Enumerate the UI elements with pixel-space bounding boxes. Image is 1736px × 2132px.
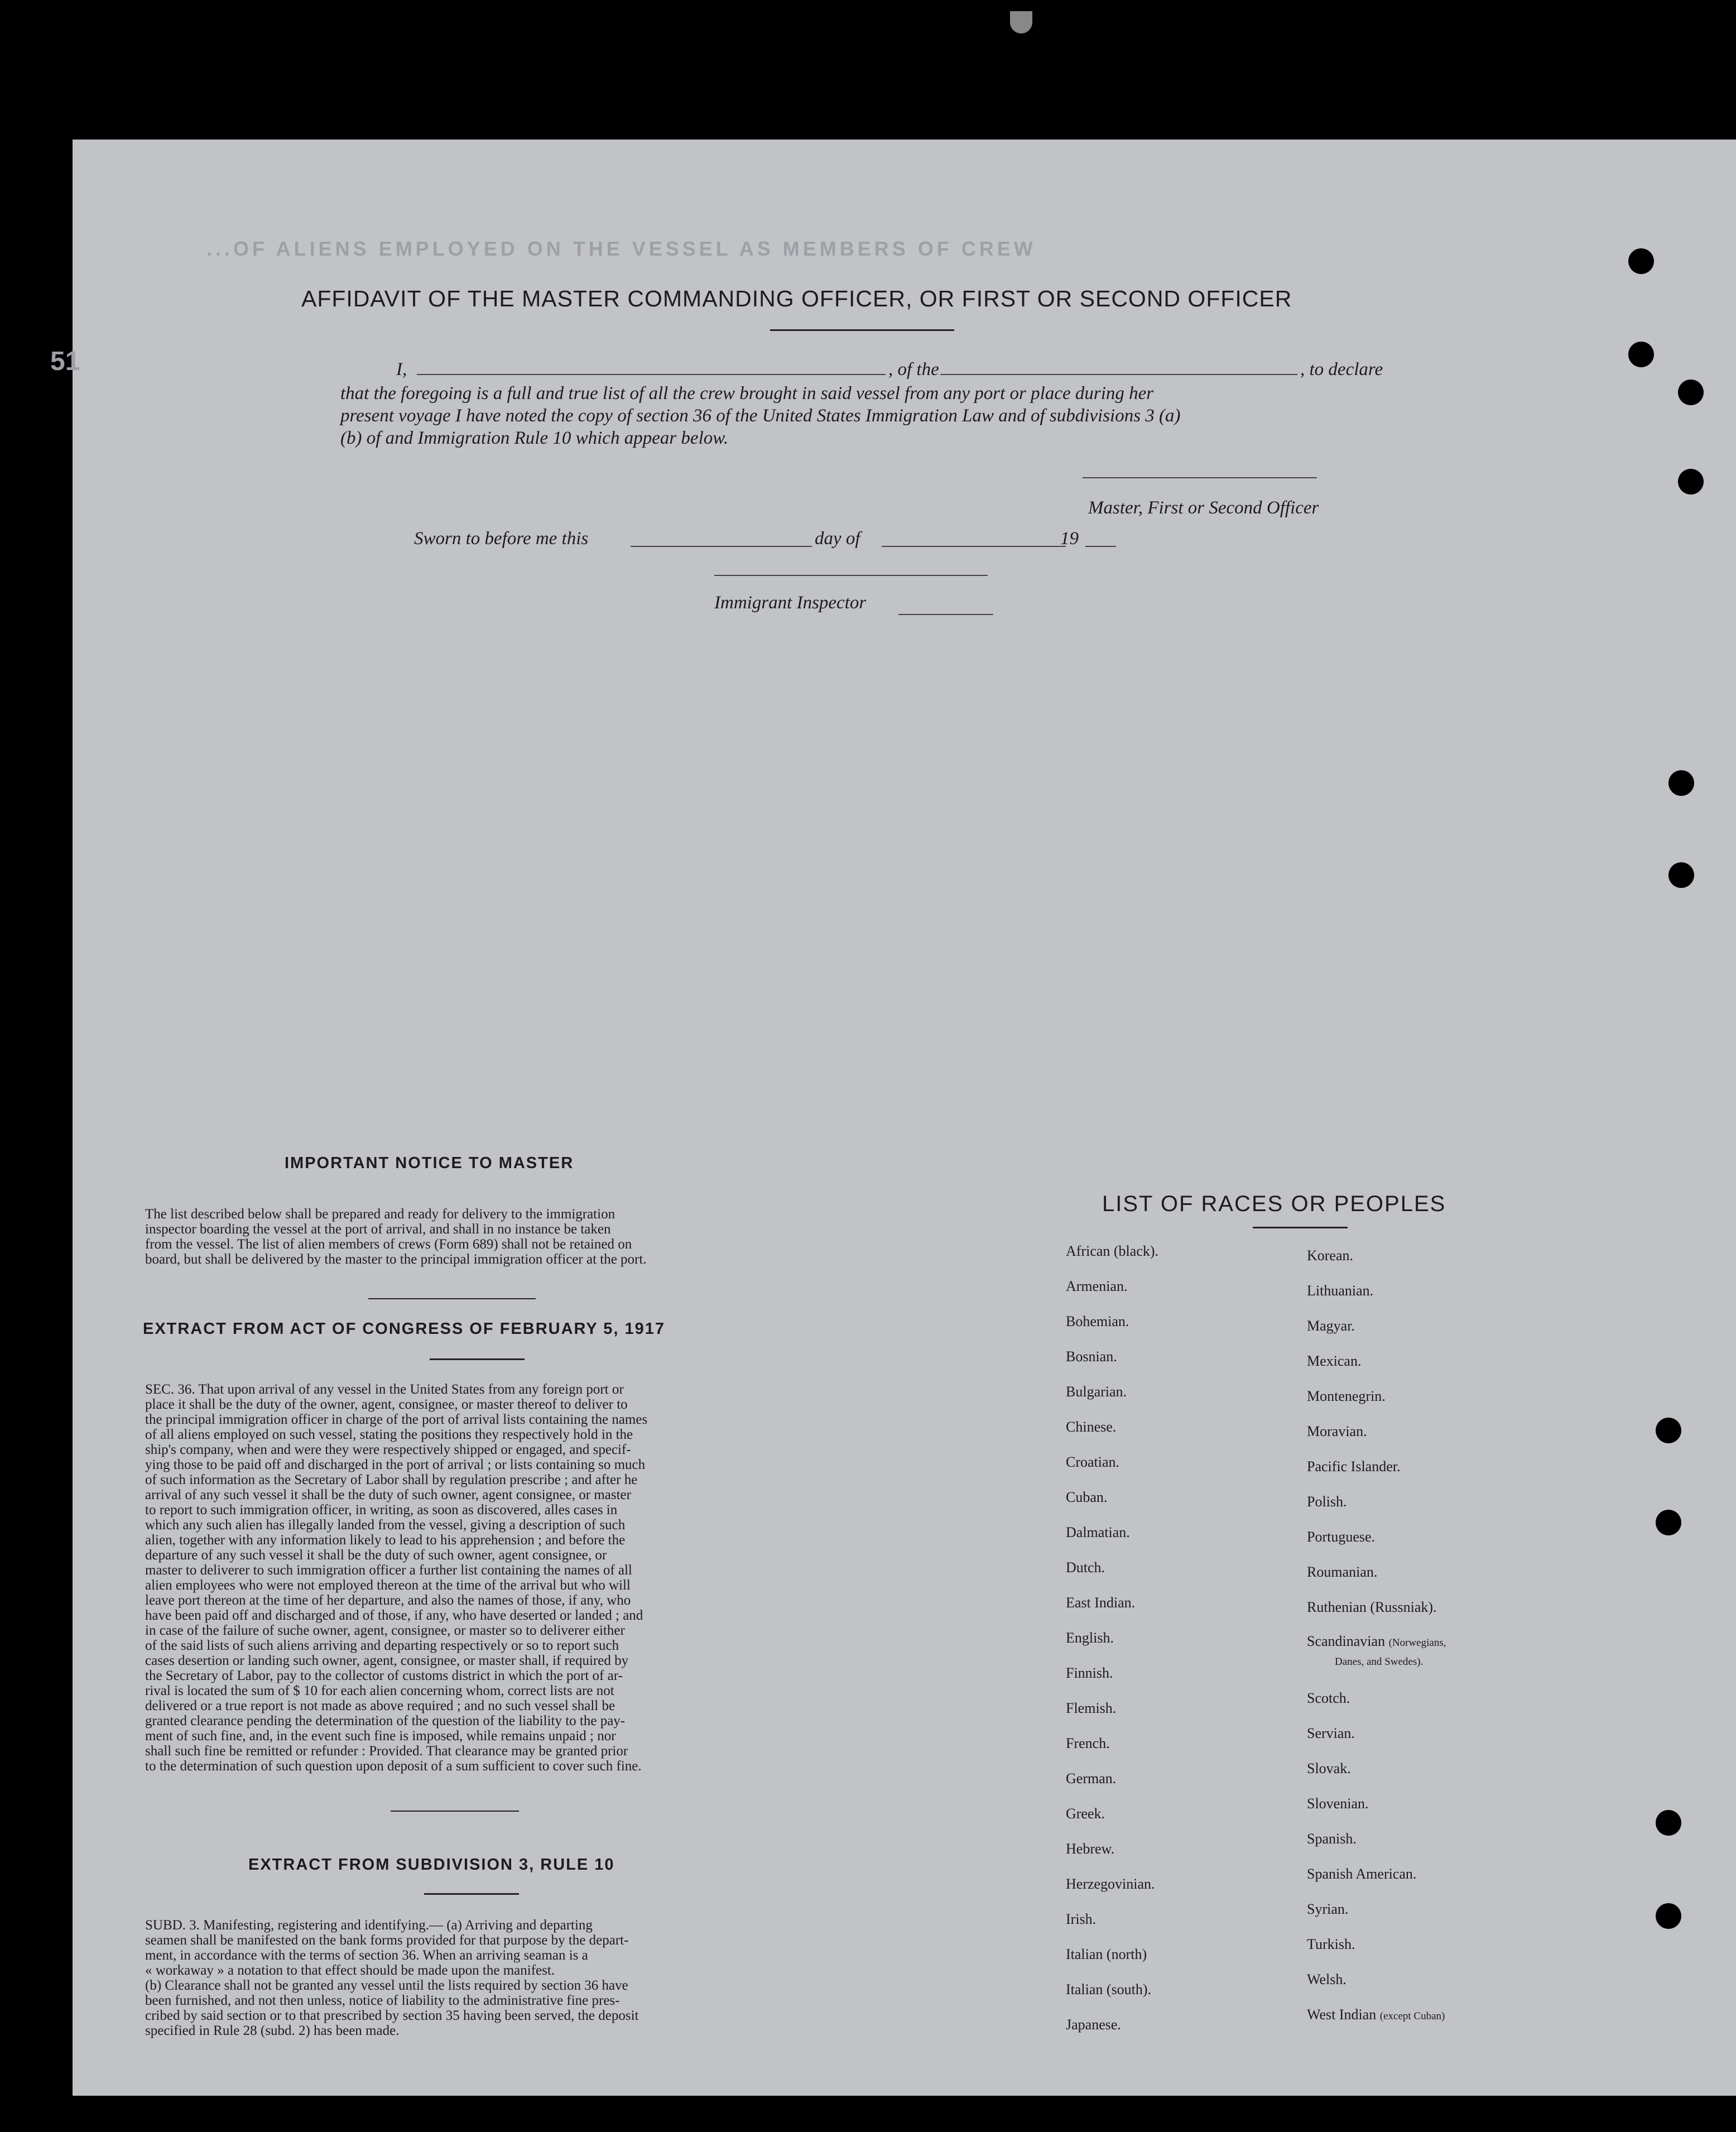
act-line: master to deliverer to such immigration officer a further list containing the names of all: [145, 1563, 632, 1578]
rule-line: specified in Rule 28 (subd. 2) has been made.: [145, 2023, 400, 2038]
races-rule: [1253, 1227, 1348, 1228]
rule-line: been furnished, and not then unless, notice of liability to the administrative fine pres-: [145, 1993, 620, 2008]
race-item: Armenian.: [1066, 1278, 1128, 1294]
race-item: Greek.: [1066, 1806, 1105, 1822]
act-line: the Secretary of Labor, pay to the collector of customs district in which the port of ar-: [145, 1668, 623, 1683]
notice-line: inspector boarding the vessel at the port of arrival, and shall in no instance be taken: [145, 1222, 611, 1237]
rule-line: ment, in accordance with the terms of section 36. When an arriving seaman is a: [145, 1948, 588, 1963]
race-item-scandinavian: [1307, 1633, 1446, 1650]
race-item: French.: [1066, 1735, 1110, 1751]
race-item: Italian (north): [1066, 1946, 1147, 1962]
punch-hole: [1656, 1510, 1681, 1535]
inspector-signature-blank: [898, 614, 993, 615]
race-item: Polish.: [1307, 1494, 1347, 1510]
inspector-caption: Immigrant Inspector: [714, 593, 867, 613]
act-line: ying those to be paid off and discharged in the port of arrival ; or lists containing so much: [145, 1457, 646, 1472]
race-item: Dalmatian.: [1066, 1524, 1130, 1540]
scanner-notch: [1010, 11, 1032, 33]
race-item-west-indian: [1307, 2006, 1445, 2023]
race-item: Flemish.: [1066, 1700, 1117, 1716]
bleed-through-header: ...OF ALIENS EMPLOYED ON THE VESSEL AS MEMBERS OF CREW: [206, 237, 1036, 260]
rule-line: (b) Clearance shall not be granted any vessel until the lists required by section 36 have: [145, 1978, 628, 1993]
race-item: Chinese.: [1066, 1419, 1117, 1435]
race-note: Danes, and Swedes).: [1335, 1656, 1424, 1668]
punch-hole: [1668, 770, 1694, 796]
act-line: alien employees who were not employed thereon at the time of the arrival but who will: [145, 1578, 631, 1593]
race-item: Spanish American.: [1307, 1866, 1417, 1882]
act-line: which any such alien has illegally landed from the vessel, giving a description of such: [145, 1518, 626, 1533]
act-line: shall such fine be remitted or refunder : Provided. That clearance may be granted prior: [145, 1744, 628, 1759]
important-notice-text: [145, 1207, 766, 1267]
sworn-to: Sworn to before me this: [414, 529, 589, 549]
race-item: Croatian.: [1066, 1454, 1120, 1470]
race-item: Hebrew.: [1066, 1841, 1115, 1857]
race-item: Herzegovinian.: [1066, 1876, 1155, 1892]
notice-rule: [368, 1298, 536, 1299]
act-line: arrival of any such vessel it shall be the duty of such owner, agent consignee, or master: [145, 1487, 631, 1502]
signature-blank: [1083, 477, 1317, 478]
act-line: place it shall be the duty of the owner, agent, consignee, or master thereof to deliver to: [145, 1397, 628, 1412]
affidavit-to-declare: , to declare: [1300, 359, 1383, 380]
act-line: have been paid off and discharged and of those, if any, who have deserted or landed ; and: [145, 1608, 643, 1623]
race-item: Mexican.: [1307, 1353, 1362, 1369]
race-item: Welsh.: [1307, 1971, 1347, 1987]
race-item: English.: [1066, 1630, 1114, 1646]
race-item: East Indian.: [1066, 1595, 1136, 1611]
race-item: German.: [1066, 1770, 1117, 1787]
race-item: Lithuanian.: [1307, 1283, 1374, 1299]
race-item: Pacific Islander.: [1307, 1458, 1401, 1475]
race-item: Magyar.: [1307, 1318, 1355, 1334]
month-blank: [882, 546, 1066, 547]
act-line: cases desertion or landing such owner, agent, consignee, or master shall, if required by: [145, 1653, 629, 1668]
race-item: African (black).: [1066, 1243, 1159, 1259]
extract-rule-text: [145, 1918, 766, 2038]
notice-line: The list described below shall be prepared and ready for delivery to the immigration: [145, 1207, 615, 1222]
act-line: the principal immigration officer in charge of the port of arrival lists containing the names: [145, 1412, 648, 1427]
act-line: departure of any such vessel it shall be the duty of such owner, agent consignee, or: [145, 1548, 607, 1563]
vessel-blank: [940, 374, 1297, 375]
punch-hole: [1678, 380, 1704, 405]
signature-caption: Master, First or Second Officer: [1088, 498, 1319, 518]
important-notice-heading: IMPORTANT NOTICE TO MASTER: [285, 1154, 574, 1172]
punch-hole: [1656, 1418, 1681, 1443]
act-line: alien, together with any information likely to lead to his apprehension ; and before the: [145, 1533, 626, 1548]
name-blank: [417, 374, 886, 375]
act-line: delivered or a true report is not made as above required ; and no such vessel shall be: [145, 1698, 615, 1713]
race-item: Bosnian.: [1066, 1348, 1117, 1365]
race-note: (Norwegians,: [1388, 1637, 1446, 1649]
day-blank: [631, 546, 812, 547]
race-item: Scandinavian: [1307, 1633, 1386, 1649]
notice-line: from the vessel. The list of alien members of crews (Form 689) shall not be retained on: [145, 1237, 632, 1252]
rule-line: « workaway » a notation to that effect should be made upon the manifest.: [145, 1963, 555, 1978]
affidavit-of-the: , of the: [888, 359, 939, 380]
race-note: (except Cuban): [1379, 2010, 1445, 2022]
act-line: to the determination of such question upon deposit of a sum sufficient to cover such fine.: [145, 1759, 642, 1774]
act-line: rival is located the sum of $ 10 for each alien concerning whom, correct lists are not: [145, 1683, 614, 1698]
punch-hole: [1628, 248, 1654, 274]
act-line: of all aliens employed on such vessel, stating the positions they respectively hold in the: [145, 1427, 633, 1442]
affidavit-line-1: that the foregoing is a full and true list of all the crew brought in said vessel from any port or place during her: [340, 383, 1154, 404]
inspector-blank: [714, 575, 988, 576]
race-item: Bohemian.: [1066, 1313, 1129, 1329]
race-note-line: [1335, 1652, 1423, 1669]
extract-act-text: [145, 1382, 766, 1774]
extract-act-rule: [430, 1358, 525, 1360]
race-item: Montenegrin.: [1307, 1388, 1386, 1404]
year-prefix: 19: [1060, 529, 1079, 549]
act-line: ment of such fine, and, in the event such fine is imposed, while remains unpaid ; nor: [145, 1728, 616, 1744]
race-item: Scotch.: [1307, 1690, 1350, 1706]
act-line: leave port thereon at the time of her departure, and also the names of those, if any, who: [145, 1593, 631, 1608]
race-item: Syrian.: [1307, 1901, 1349, 1917]
affidavit-line-2: present voyage I have noted the copy of section 36 of the United States Immigration Law and of subdivisions 3 (a): [340, 406, 1181, 426]
form-page: [50, 140, 1736, 2096]
extract-rule-heading: EXTRACT FROM SUBDIVISION 3, RULE 10: [248, 1856, 615, 1874]
rule-line: cribed by said section or to that prescribed by section 35 having been served, the deposit: [145, 2008, 639, 2023]
rule-line: seamen shall be manifested on the bank forms provided for that purpose by the depart-: [145, 1933, 629, 1948]
rule-line: SUBD. 3. Manifesting, registering and identifying.— (a) Arriving and departing: [145, 1918, 593, 1933]
act-line: of the said lists of such aliens arriving and departing respectively or so to report such: [145, 1638, 619, 1653]
affidavit-line-3: (b) of and Immigration Rule 10 which appear below.: [340, 428, 729, 448]
race-item: Turkish.: [1307, 1936, 1355, 1952]
race-item: Finnish.: [1066, 1665, 1113, 1681]
race-item: Spanish.: [1307, 1831, 1357, 1847]
race-item: Japanese.: [1066, 2016, 1121, 2033]
race-item: Italian (south).: [1066, 1981, 1152, 1997]
act-line: SEC. 36. That upon arrival of any vessel in the United States from any foreign port or: [145, 1382, 624, 1397]
extract-rule-rule: [424, 1893, 519, 1895]
punch-hole: [1678, 469, 1704, 494]
act-line: in case of the failure of suche owner, agent, consignee, or master so to deliverer either: [145, 1623, 625, 1638]
punch-hole: [1656, 1810, 1681, 1836]
extract-act-heading: EXTRACT FROM ACT OF CONGRESS OF FEBRUARY 5, 1917: [143, 1320, 666, 1338]
act-line: ship's company, when and were they were respectively shipped or engaged, and specif-: [145, 1442, 631, 1457]
year-blank: [1085, 546, 1116, 547]
races-heading: LIST OF RACES OR PEOPLES: [1102, 1192, 1446, 1216]
race-item: Roumanian.: [1307, 1564, 1378, 1580]
affidavit-title: AFFIDAVIT OF THE MASTER COMMANDING OFFICER, OR FIRST OR SECOND OFFICER: [301, 286, 1292, 311]
punch-hole: [1668, 862, 1694, 888]
day-of: day of: [815, 529, 860, 549]
punch-hole: [1656, 1903, 1681, 1929]
affidavit-i: I,: [396, 359, 407, 380]
race-item: Servian.: [1307, 1725, 1355, 1741]
title-rule: [770, 329, 954, 331]
race-item: Korean.: [1307, 1247, 1354, 1264]
race-item: Ruthenian (Russniak).: [1307, 1599, 1437, 1615]
race-item: Portuguese.: [1307, 1529, 1376, 1545]
act-line: of such information as the Secretary of Labor shall by regulation prescribe ; and after he: [145, 1472, 638, 1487]
race-item: Bulgarian.: [1066, 1384, 1127, 1400]
race-item: Slovenian.: [1307, 1795, 1369, 1812]
race-item: Slovak.: [1307, 1760, 1351, 1776]
punch-hole: [1628, 342, 1654, 367]
act-line: granted clearance pending the determination of the question of the liability to the pay-: [145, 1713, 626, 1728]
race-item: Dutch.: [1066, 1559, 1105, 1576]
extract-act-end-rule: [391, 1811, 519, 1812]
race-item: West Indian: [1307, 2006, 1377, 2023]
race-item: Irish.: [1066, 1911, 1097, 1927]
race-item: Moravian.: [1307, 1423, 1367, 1439]
race-item: Cuban.: [1066, 1489, 1108, 1505]
bleed-through-margin-mark: 51: [50, 347, 80, 376]
act-line: to report to such immigration officer, in writing, as soon as discovered, alles cases in: [145, 1502, 618, 1518]
notice-line: board, but shall be delivered by the master to the principal immigration officer at the port.: [145, 1252, 647, 1267]
